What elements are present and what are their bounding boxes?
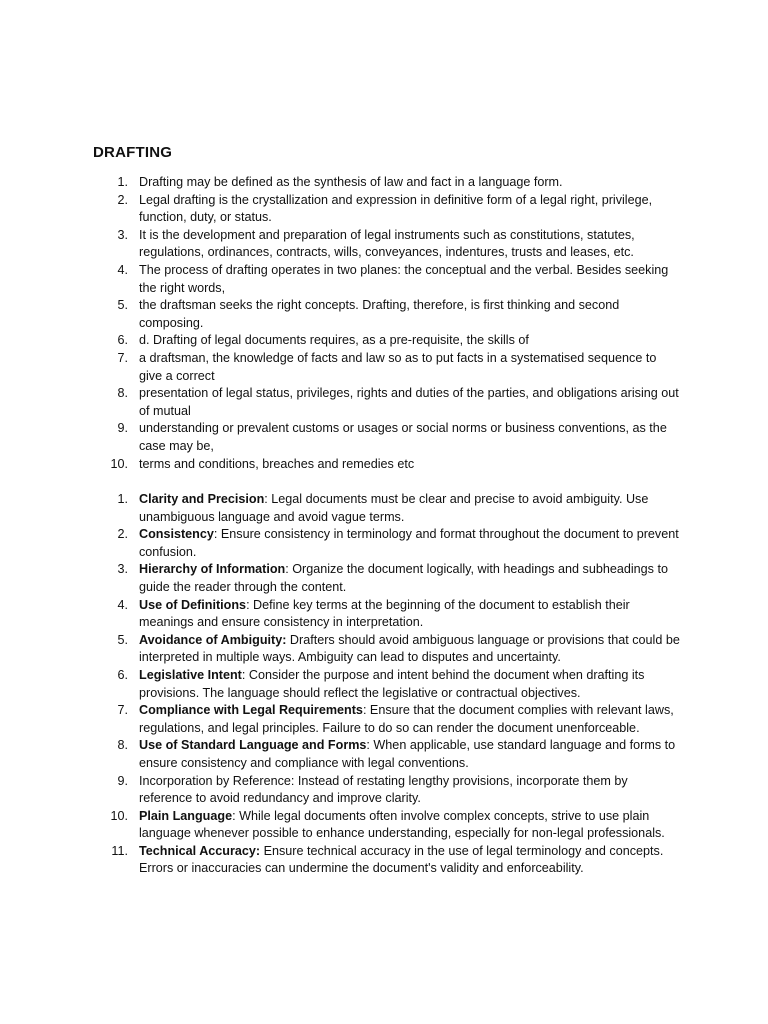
item-number: 6.	[117, 333, 128, 348]
item-term: Legislative Intent	[139, 667, 242, 682]
item-text: : Organize the document logically, with headings and subheadings to guide the reader through the content.	[139, 562, 668, 594]
item-number: 8.	[117, 738, 128, 753]
item-text: : Legal documents must be clear and precise to avoid ambiguity. Use unambiguous language and avoid vague terms.	[139, 492, 649, 524]
item-number: 5.	[117, 632, 128, 647]
item-number: 1.	[117, 175, 128, 189]
item-number: 9.	[117, 773, 128, 788]
item-text: It is the development and preparation of legal instruments such as constitutions, statutes, regulations, ordinances, contracts, wills, conveyances, indentures, trusts and leases, etc.	[139, 227, 635, 260]
page-title: DRAFTING	[93, 144, 173, 161]
item-text: understanding or prevalent customs or usages or social norms or business conventions, as the case may be,	[139, 421, 667, 453]
item-number: 10.	[110, 456, 128, 471]
item-number: 3.	[117, 562, 128, 577]
list-item	[0, 843, 680, 878]
item-number: 6.	[117, 667, 128, 682]
list-item	[0, 174, 680, 192]
list-item	[0, 420, 680, 455]
item-term: Plain Language	[139, 808, 233, 823]
item-text: d. Drafting of legal documents requires, as a pre-requisite, the skills of	[139, 333, 529, 348]
list-item	[0, 227, 680, 262]
item-text: : Ensure consistency in terminology and format throughout the document to prevent confusion.	[139, 527, 679, 559]
item-term: Technical Accuracy:	[139, 843, 261, 858]
item-term: Use of Standard Language and Forms	[139, 738, 367, 753]
list-item	[0, 667, 680, 702]
item-text: terms and conditions, breaches and remedies etc	[139, 456, 415, 471]
item-number: 2.	[117, 192, 128, 207]
item-number: 7.	[117, 350, 128, 365]
item-number: 1.	[117, 492, 128, 506]
item-text: The process of drafting operates in two planes: the conceptual and the verbal. Besides seeking the right words,	[139, 262, 669, 295]
item-number: 3.	[117, 227, 128, 242]
list-item	[0, 385, 680, 420]
item-number: 7.	[117, 703, 128, 718]
list-item	[0, 632, 680, 667]
list-item	[0, 192, 680, 227]
list-item	[0, 561, 680, 596]
item-term: Use of Definitions	[139, 597, 247, 612]
item-text: a draftsman, the knowledge of facts and law so as to put facts in a systematised sequence to give a correct	[139, 350, 657, 383]
item-term: Consistency	[139, 527, 214, 542]
list-item	[0, 737, 680, 772]
item-text: : While legal documents often involve complex concepts, strive to use plain language whenever possible to enhance understanding, especially for non-legal professionals.	[139, 808, 665, 841]
item-number: 11.	[111, 843, 128, 858]
item-text: : Consider the purpose and intent behind the document when drafting its provisions. The language should reflect the legislative or contractual objectives.	[139, 667, 645, 700]
list-item	[0, 262, 680, 297]
item-text: : Define key terms at the beginning of the document to establish their meanings and ensure consistency in interpretation.	[139, 597, 630, 630]
list-item	[0, 350, 680, 385]
list-item	[0, 332, 680, 350]
list-item	[0, 297, 680, 332]
item-term: Compliance with Legal Requirements	[139, 703, 363, 718]
list-item	[0, 456, 680, 474]
item-number: 5.	[117, 298, 128, 313]
item-text: Drafters should avoid ambiguous language or provisions that could be interpreted in multiple ways. Ambiguity can lead to disputes and uncertainty.	[139, 632, 680, 665]
principles-list	[0, 491, 680, 878]
list-item	[0, 702, 680, 737]
item-term: Clarity and Precision	[139, 492, 265, 506]
item-text: : When applicable, use standard language and forms to ensure consistency and compliance with legal conventions.	[139, 738, 676, 770]
item-number: 4.	[117, 262, 128, 277]
item-number: 8.	[117, 386, 128, 401]
definition-list	[0, 174, 680, 473]
item-number: 4.	[117, 597, 128, 612]
item-number: 10.	[110, 808, 128, 823]
item-text: Drafting may be defined as the synthesis of law and fact in a language form.	[139, 175, 563, 189]
list-item	[0, 808, 680, 843]
item-text: Ensure technical accuracy in the use of legal terminology and concepts. Errors or inaccuracies can undermine the document's validity and enforceability.	[139, 843, 664, 876]
list-item	[0, 597, 680, 632]
item-term: Avoidance of Ambiguity:	[139, 632, 287, 647]
item-number: 2.	[117, 527, 128, 542]
item-number: 9.	[117, 421, 128, 436]
item-text: presentation of legal status, privileges, rights and duties of the parties, and obligations arising out of mutual	[139, 386, 679, 418]
item-text: the draftsman seeks the right concepts. Drafting, therefore, is first thinking and second composing.	[139, 298, 620, 330]
item-text: Legal drafting is the crystallization and expression in definitive form of a legal right, privilege, function, duty, or status.	[139, 192, 653, 225]
item-text: Incorporation by Reference: Instead of restating lengthy provisions, incorporate them by reference to avoid redundancy and improve clarity.	[139, 773, 628, 806]
list-item	[0, 526, 680, 561]
item-term: Hierarchy of Information	[139, 562, 286, 577]
list-item	[0, 773, 680, 808]
item-text: : Ensure that the document complies with relevant laws, regulations, and legal principles. Failure to do so can render the document unenforceable.	[139, 703, 674, 735]
list-item	[0, 491, 680, 526]
